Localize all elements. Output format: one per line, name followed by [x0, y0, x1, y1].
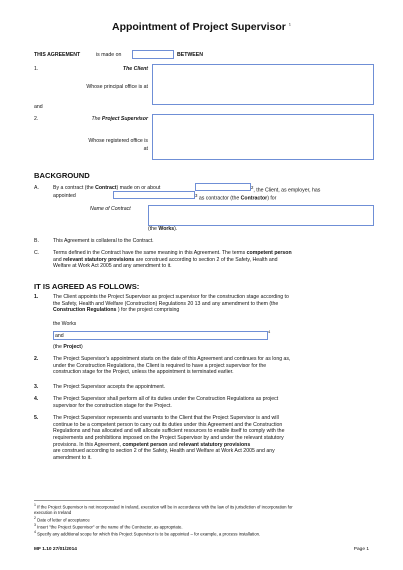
- clause-a-line2-end: $^3$ as contractor (the Contractor) for: [195, 193, 277, 202]
- footnote-2: $^2$ Date of letter of acceptance: [34, 515, 90, 522]
- project-supervisor-label: The Project Supervisor: [91, 116, 148, 122]
- and-field-text: and: [55, 333, 64, 339]
- footnote-1-cont: execution in Ireland: [34, 510, 72, 515]
- clause-b-text: This Agreement is collateral to the Contract.: [53, 238, 154, 244]
- registered-office-label-2: at: [143, 146, 148, 152]
- clause-2-text: The Project Supervisor's appointment starts on the date of this Agreement and continues for as long as, under the Construction Regulations, the Client is required to have a project supervisor for the construction stage for the Project, unless the appointment is terminated earlier.: [53, 356, 291, 376]
- footnote-separator: [34, 500, 114, 501]
- name-of-contract-label: Name of Contract: [90, 206, 131, 212]
- clause-a-line1-end: $^2$, the Client, as employer, has: [251, 185, 321, 194]
- contract-date-field[interactable]: [195, 183, 251, 191]
- the-project-definition: (the Project): [53, 344, 83, 350]
- clause-3-label: 3.: [34, 384, 39, 390]
- clause-4-text: The Project Supervisor shall perform all of its duties under the Construction Regulations as project supervisor for the construction stage for the Project.: [53, 396, 279, 409]
- footnotes: [34, 503, 369, 537]
- registered-office-label-1: Whose registered office is: [88, 138, 148, 144]
- agreed-heading: IT IS AGREED AS FOLLOWS:: [34, 282, 140, 291]
- the-works-text: the Works: [53, 321, 77, 327]
- project-supervisor-details-field[interactable]: [152, 114, 374, 160]
- and-label: and: [34, 104, 43, 110]
- clause-2-label: 2.: [34, 356, 39, 362]
- footnote-1: $^1$ If the Project Supervisor is not incorporated in Ireland, execution will be in accordance with the law of its jurisdiction of incorporation for: [34, 503, 293, 510]
- scope-footnote-marker: 4: [268, 329, 271, 334]
- client-details-field[interactable]: [152, 64, 374, 105]
- clause-5-label: 5.: [34, 415, 39, 421]
- clause-a-label: A.: [34, 185, 39, 191]
- document-reference: MF 1.10 27/01/2014: [34, 547, 77, 552]
- agreement-date-field[interactable]: [132, 50, 174, 59]
- clause-a-line1-start: By a contract (the Contract) made on or about: [53, 185, 161, 191]
- footnote-4: $^4$ Specify any additional scope for which this Project Supervisor is to be appointed – for example, a process installation.: [34, 529, 261, 536]
- the-works-definition: (the Works).: [148, 226, 178, 232]
- the-client-label: The Client: [122, 66, 148, 72]
- party-1-number: 1.: [34, 66, 39, 72]
- clause-c-text: Terms defined in the Contract have the same meaning in this Agreement. The terms competent person and relevant statutory provisions are construed according to section 2 of the Safety, Health and Welfare at Work Act 2005 and any amendment to it.: [53, 250, 292, 270]
- party-2-number: 2.: [34, 116, 39, 122]
- clause-c-label: C.: [34, 250, 40, 256]
- clause-4-label: 4.: [34, 396, 39, 402]
- additional-scope-field[interactable]: [53, 329, 271, 340]
- footnote-3: $^3$ Insert "the Project Supervisor" or the name of the Contractor, as appropriate.: [34, 522, 183, 529]
- name-of-contract-field[interactable]: [148, 205, 374, 226]
- clause-b-label: B.: [34, 238, 39, 244]
- made-on-label: is made on: [96, 52, 122, 58]
- between-label: BETWEEN: [177, 52, 203, 58]
- clause-1-text: The Client appoints the Project Supervisor as project supervisor for the construction stage according to the Safety, Health and Welfare (Construction) Regulations 20 13 and any amendment to them (the Construction Regulations ) for the project comprising: [53, 294, 289, 314]
- clause-a-line2-start: appointed: [53, 193, 76, 199]
- principal-office-label: Whose principal office is at: [86, 84, 148, 90]
- page-number: Page 1: [353, 547, 369, 552]
- background-heading: BACKGROUND: [34, 171, 90, 180]
- contractor-name-field[interactable]: [113, 191, 195, 199]
- clause-3-text: The Project Supervisor accepts the appointment.: [53, 384, 166, 390]
- this-agreement-label: THIS AGREEMENT: [34, 52, 81, 58]
- document-title: Appointment of Project Supervisor $^1$: [111, 21, 291, 33]
- clause-5-text: The Project Supervisor represents and warrants to the Client that the Project Supervisor is and will continue to be a competent person to carry out its duties under this Agreement and the Construction Regulations and has allocated and will allocate sufficient resources to enable itself to comply with the requirements and prohibitions imposed on the Project Supervisor by and under the relevant statutory provisions. In this Agreement, competent person and relevant statutory provisions are construed according to section 2 of the Safety, Health and Welfare at Work Act 2005 and any amendment to it.: [53, 415, 285, 461]
- clause-1-label: 1.: [34, 294, 39, 300]
